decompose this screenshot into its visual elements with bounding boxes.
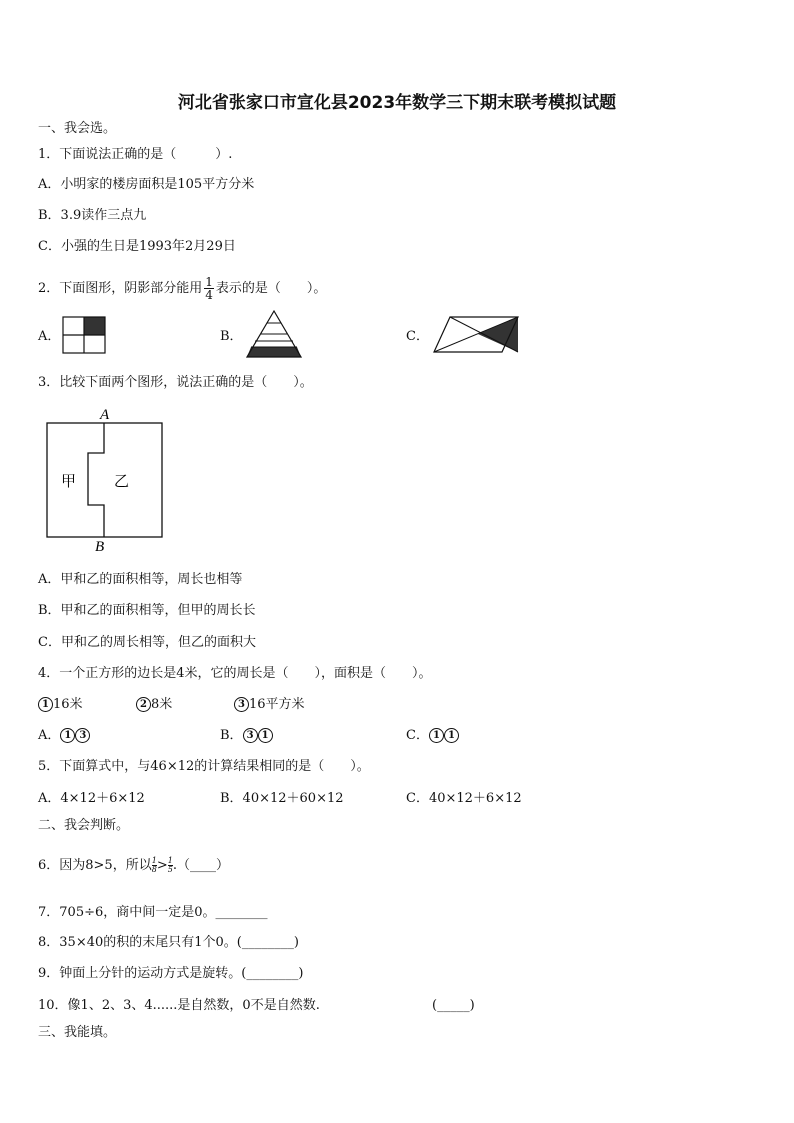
fraction-denominator: 4 <box>205 288 213 302</box>
question-3-figure <box>40 403 170 553</box>
option-c-label: C． <box>406 728 429 743</box>
question-2-figure-c <box>432 315 520 355</box>
circled-number-1: 1 <box>38 697 53 712</box>
question-1-option-c: C．小强的生日是1993年2月29日 <box>38 239 236 254</box>
question-2-stem-post: 表示的是（ ）。 <box>215 281 327 296</box>
point-b-label: B <box>95 539 105 553</box>
circled-number-2: 2 <box>136 697 151 712</box>
circled-number: 1 <box>60 728 75 743</box>
question-8: 8．35×40的积的末尾只有1个0。(________) <box>38 935 299 950</box>
fraction-numerator: 1 <box>205 275 213 289</box>
question-3-option-a: A．甲和乙的面积相等，周长也相等 <box>38 572 243 587</box>
shaded-quarter <box>84 317 105 335</box>
question-4-option-c <box>406 728 459 744</box>
question-4-option-a <box>38 728 90 744</box>
question-2-stem-pre: 2．下面图形，阴影部分能用 <box>38 281 203 296</box>
question-3-stem: 3．比较下面两个图形，说法正确的是（ ）。 <box>38 375 313 390</box>
choice-3-text: 16平方米 <box>249 697 305 712</box>
fraction-one-quarter <box>204 276 214 301</box>
circled-number: 1 <box>429 728 444 743</box>
page-title: 河北省张家口市宣化县2023年数学三下期末联考模拟试题 <box>177 93 617 113</box>
section-heading-2: 二、我会判断。 <box>38 818 130 833</box>
circled-number: 1 <box>444 728 459 743</box>
shaded-band <box>247 347 301 357</box>
fraction-denominator: 8 <box>151 865 157 874</box>
question-10: 10．像1、2、3、4......是自然数，0不是自然数. <box>38 998 320 1013</box>
circled-number: 3 <box>75 728 90 743</box>
question-6-pre: 6．因为8>5，所以 <box>38 858 152 873</box>
option-b-label: B． <box>220 728 243 743</box>
choice-2-text: 8米 <box>151 697 173 712</box>
question-2-stem <box>38 276 326 301</box>
question-4-choice-3 <box>234 697 305 713</box>
question-6 <box>38 857 229 874</box>
question-5-option-b: B．40×12＋60×12 <box>220 791 344 806</box>
circled-number: 1 <box>258 728 273 743</box>
question-2-figure-b <box>246 309 302 359</box>
question-1-option-a: A．小明家的楼房面积是105平方分米 <box>38 177 255 192</box>
question-2-option-b-label: B． <box>220 329 243 344</box>
question-1-stem: 1．下面说法正确的是（ ）. <box>38 147 233 162</box>
fraction-denominator: 5 <box>167 865 173 874</box>
question-1-option-b: B．3.9读作三点九 <box>38 208 147 223</box>
region-yi-label: 乙 <box>114 472 130 490</box>
fraction-numerator: 1 <box>167 856 173 865</box>
question-10-answer-blank: (_____) <box>432 998 475 1013</box>
question-5-option-a: A．4×12＋6×12 <box>38 791 145 806</box>
circled-number: 3 <box>243 728 258 743</box>
section-heading-3: 三、我能填。 <box>38 1025 117 1040</box>
question-4-choice-1 <box>38 697 83 713</box>
question-5-stem: 5．下面算式中，与46×12的计算结果相同的是（ ）。 <box>38 759 370 774</box>
option-a-label: A． <box>38 728 61 743</box>
question-7: 7．705÷6，商中间一定是0。________ <box>38 905 268 920</box>
region-jia-label: 甲 <box>61 472 77 490</box>
question-2-option-c-label: C． <box>406 329 429 344</box>
section-heading-1: 一、我会选。 <box>38 121 117 136</box>
greater-than-sign: > <box>156 858 168 873</box>
fraction-numerator: 1 <box>151 856 157 865</box>
question-2-option-a-label: A． <box>38 329 61 344</box>
question-4-option-b <box>220 728 273 744</box>
question-3-option-b: B．甲和乙的面积相等，但甲的周长长 <box>38 603 256 618</box>
question-9: 9．钟面上分针的运动方式是旋转。(________) <box>38 966 304 981</box>
question-6-post: .（____） <box>172 858 229 873</box>
question-4-choice-2 <box>136 697 172 713</box>
choice-1-text: 16米 <box>53 697 83 712</box>
question-3-option-c: C．甲和乙的周长相等，但乙的面积大 <box>38 635 256 650</box>
question-4-stem: 4．一个正方形的边长是4米，它的周长是（ ），面积是（ ）。 <box>38 666 432 681</box>
circled-number-3: 3 <box>234 697 249 712</box>
question-5-option-c: C．40×12＋6×12 <box>406 791 522 806</box>
question-2-figure-a <box>62 316 106 354</box>
point-a-label: A <box>100 407 110 423</box>
